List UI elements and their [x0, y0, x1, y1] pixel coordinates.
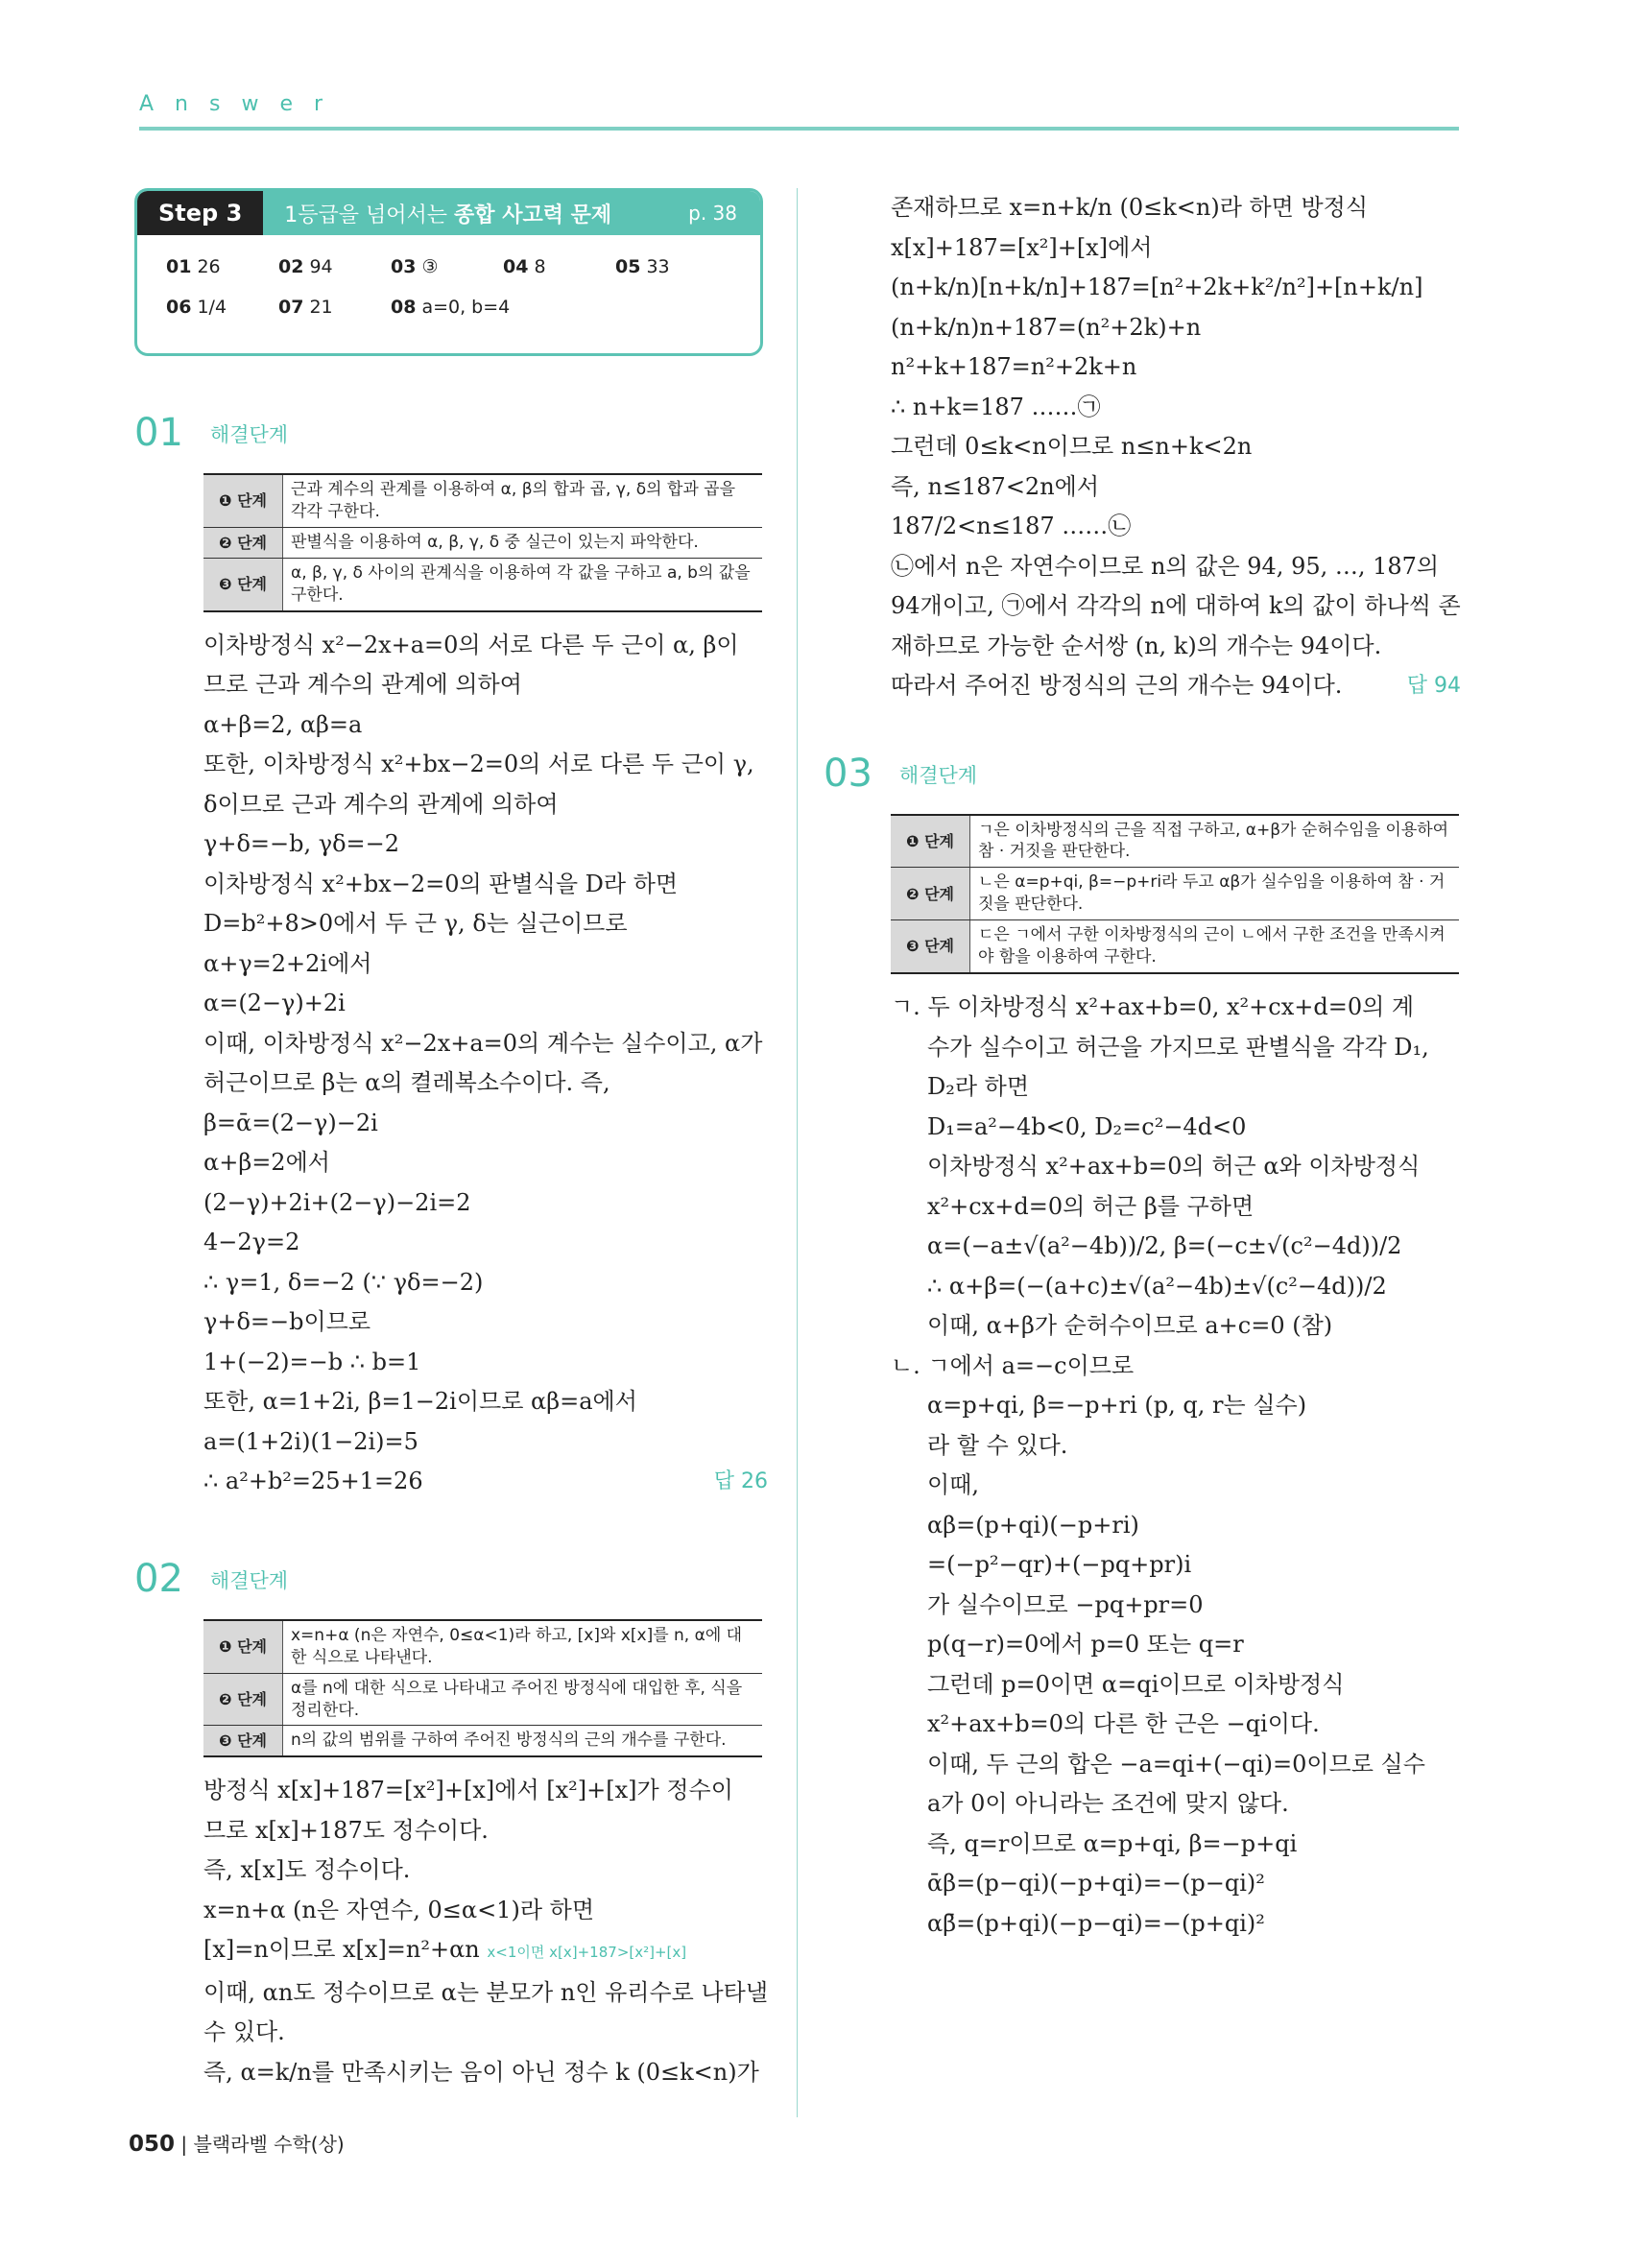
- answer-item: [166, 256, 278, 277]
- solution-line: 가 실수이므로 −pq+pr=0: [927, 1590, 1204, 1618]
- step-text: α, β, γ, δ 사이의 관계식을 이용하여 각 값을 구하고 a, b의 값을 구한다.: [283, 558, 763, 610]
- answer-num: 04: [503, 256, 529, 277]
- answer-num: 07: [278, 297, 304, 318]
- answer-row: [166, 256, 760, 277]
- step3-title-bold: 종합 사고력 문제: [454, 203, 612, 227]
- solution-line: (2−γ)+2i+(2−γ)−2i=2: [203, 1188, 471, 1216]
- solution-line: (n+k/n)n+187=(n²+2k)+n: [891, 313, 1202, 341]
- solution-line: 존재하므로 x=n+k/n (0≤k<n)라 하면 방정식: [891, 194, 1369, 221]
- solution-line: [203, 1930, 768, 1973]
- problem-01-header: [134, 411, 768, 455]
- answer-tag: 답 26: [713, 1469, 768, 1494]
- answer-num: 05: [615, 256, 641, 277]
- solution-line: 이때,: [927, 1471, 979, 1499]
- solution-line: 수 있다.: [203, 2018, 285, 2046]
- solution-line: α=(−a±√(a²−4b))/2, β=(−c±√(c²−4d))/2: [927, 1232, 1402, 1260]
- solution-line: α+γ=2+2i에서: [203, 949, 372, 977]
- answer-num: 01: [166, 256, 192, 277]
- step-row: [891, 815, 1459, 868]
- answer-item: [503, 256, 615, 277]
- footer-separator: |: [180, 2133, 194, 2156]
- step3-tab: Step 3: [137, 191, 263, 235]
- step3-title-plain: 1등급을 넘어서는: [284, 203, 455, 227]
- solution-line: 1+(−2)=−b ∴ b=1: [203, 1348, 421, 1375]
- solution-line: 즉, α=k/n를 만족시키는 음이 아닌 정수 k (0≤k<n)가: [203, 2058, 759, 2086]
- answer-item: [278, 297, 391, 318]
- solution-line: α=(2−γ)+2i: [203, 990, 346, 1017]
- answer-num: 08: [391, 297, 417, 318]
- problem-01-solution: [203, 626, 768, 1502]
- answer-val: 21: [309, 297, 333, 318]
- solution-line: 허근이므로 β는 α의 켤레복소수이다. 즉,: [203, 1069, 610, 1097]
- step-row: [203, 1673, 762, 1726]
- column-divider: [797, 188, 798, 2117]
- step-row: [203, 527, 762, 558]
- solution-line: ∴ γ=1, δ=−2 (∵ γδ=−2): [203, 1268, 484, 1296]
- problem-01-steps-table: [203, 473, 762, 612]
- step-stage: ❶ 단계: [203, 474, 283, 527]
- final-equation: ∴ a²+b²=25+1=26: [203, 1468, 423, 1495]
- solution-line: 또한, α=1+2i, β=1−2i이므로 αβ=a에서: [203, 1388, 637, 1416]
- solution-line: D₁=a²−4b<0, D₂=c²−4d<0: [927, 1112, 1247, 1140]
- step-row: [203, 474, 762, 527]
- step-text: ㄴ은 α=p+qi, β=−p+ri라 두고 αβ가 실수임을 이용하여 참 · 거짓을 판단한다.: [970, 868, 1460, 920]
- answer-val: ③: [421, 256, 439, 277]
- margin-note: x<1이면 x[x]+187>[x²]+[x]: [487, 1944, 687, 1962]
- step-text: 근과 계수의 관계를 이용하여 α, β의 합과 곱, γ, δ의 합과 곱을 각각 구한다.: [283, 474, 763, 527]
- solution-line: 이차방정식 x²+ax+b=0의 허근 α와 이차방정식: [927, 1153, 1421, 1181]
- problem-03-header: [824, 751, 1461, 796]
- answer-val: 94: [309, 256, 333, 277]
- page-number: 050: [129, 2132, 176, 2157]
- answer-val: 26: [197, 256, 221, 277]
- solution-line: 즉, q=r이므로 α=p+qi, β=−p+qi: [927, 1829, 1298, 1857]
- solution-line: 재하므로 가능한 순서쌍 (n, k)의 개수는 94이다.: [891, 632, 1382, 659]
- solution-final-line: [891, 666, 1461, 706]
- solution-line: ᾱβ=(p−qi)(−p+qi)=−(p−qi)²: [927, 1870, 1265, 1898]
- solution-line: 4−2γ=2: [203, 1229, 300, 1256]
- step-text: 판별식을 이용하여 α, β, γ, δ 중 실근이 있는지 파악한다.: [283, 527, 763, 558]
- solution-line: δ이므로 근과 계수의 관계에 의하여: [203, 790, 559, 818]
- solution-line: n²+k+187=n²+2k+n: [891, 353, 1137, 380]
- solution-line: (n+k/n)[n+k/n]+187=[n²+2k+k²/n²]+[n+k/n]: [891, 274, 1423, 300]
- problem-03-steps-table: [891, 814, 1459, 975]
- solution-line: 즉, x[x]도 정수이다.: [203, 1856, 411, 1884]
- solution-line: x[x]+187=[x²]+[x]에서: [891, 233, 1153, 261]
- solution-line: 이때, 이차방정식 x²−2x+a=0의 계수는 실수이고, α가: [203, 1029, 763, 1057]
- answer-row: [166, 297, 760, 318]
- step-text: ㄱ은 이차방정식의 근을 직접 구하고, α+β가 순허수임을 이용하여 참 · 거짓을 판단한다.: [970, 815, 1460, 868]
- step-row: [891, 868, 1459, 920]
- solution-line: α+β=2, αβ=a: [203, 710, 363, 738]
- solution-line: 그런데 0≤k<n이므로 n≤n+k<2n: [891, 433, 1253, 460]
- solution-line: 수가 실수이고 허근을 가지므로 판별식을 각각 D₁,: [927, 1033, 1429, 1061]
- step-row: [203, 1620, 762, 1673]
- problem-03-solution: [891, 988, 1461, 1944]
- book-title: 블랙라벨 수학(상): [193, 2133, 345, 2156]
- step-stage: ❸ 단계: [203, 1726, 283, 1756]
- answer-item: [278, 256, 391, 277]
- page-footer: [129, 2129, 345, 2157]
- solution-steps-label: 해결단계: [209, 423, 289, 446]
- answer-tag: 답 94: [1406, 674, 1461, 698]
- problem-02-solution-cont: [891, 188, 1461, 706]
- step-stage: ❸ 단계: [891, 920, 970, 973]
- solution-line: 이때, 두 근의 합은 −a=qi+(−qi)=0이므로 실수: [927, 1750, 1425, 1778]
- solution-line: αβ̄=(p+qi)(−p−qi)=−(p+qi)²: [927, 1909, 1265, 1937]
- problem-number: 03: [824, 751, 872, 796]
- problem-02-header: [134, 1556, 768, 1601]
- step3-answer-box: [134, 188, 763, 356]
- answer-num: 06: [166, 297, 192, 318]
- section-header-word: Answer: [139, 92, 345, 116]
- solution-line: 187/2<n≤187 ……㉡: [891, 513, 1132, 539]
- step-stage: ❷ 단계: [891, 868, 970, 920]
- solution-line: 이차방정식 x²+bx−2=0의 판별식을 D라 하면: [203, 870, 679, 897]
- solution-line: ∴ α+β=(−(a+c)±√(a²−4b)±√(c²−4d))/2: [927, 1272, 1387, 1300]
- solution-line: α+β=2에서: [203, 1149, 330, 1177]
- header-rule: [139, 127, 1459, 131]
- solution-line: ㄱ. 두 이차방정식 x²+ax+b=0, x²+cx+d=0의 계: [891, 993, 1415, 1021]
- answer-item: [391, 297, 602, 318]
- step-text: x=n+α (n은 자연수, 0≤α<1)라 하고, [x]와 x[x]를 n, α에 대한 식으로 나타낸다.: [283, 1620, 763, 1673]
- solution-line: x²+cx+d=0의 허근 β를 구하면: [927, 1192, 1255, 1220]
- step3-header: [137, 191, 760, 235]
- step-stage: ❶ 단계: [203, 1620, 283, 1673]
- solution-line: ㄴ. ㄱ에서 a=−c이므로: [891, 1351, 1135, 1379]
- step-stage: ❶ 단계: [891, 815, 970, 868]
- answer-val: 33: [646, 256, 670, 277]
- solution-final-line: [203, 1462, 768, 1502]
- solution-line: 이때, αn도 정수이므로 α는 분모가 n인 유리수로 나타낼: [203, 1978, 769, 2006]
- answer-val: 1/4: [197, 297, 227, 318]
- solution-line: x=n+α (n은 자연수, 0≤α<1)라 하면: [203, 1896, 594, 1923]
- step3-page-ref: p. 38: [688, 202, 737, 225]
- answer-num: 03: [391, 256, 417, 277]
- step-stage: ❸ 단계: [203, 558, 283, 610]
- right-column: [824, 188, 1461, 1944]
- answer-item: [166, 297, 278, 318]
- solution-line: γ+δ=−b, γδ=−2: [203, 830, 400, 858]
- left-column: [134, 188, 768, 2092]
- step-row: [891, 920, 1459, 973]
- solution-line: 그런데 p=0이면 α=qi이므로 이차방정식: [927, 1670, 1345, 1698]
- solution-line: 라 할 수 있다.: [927, 1431, 1068, 1459]
- problem-02-solution: [203, 1771, 768, 2092]
- solution-line: β=ᾱ=(2−γ)−2i: [203, 1109, 378, 1136]
- solution-line: γ+δ=−b이므로: [203, 1308, 371, 1336]
- solution-steps-label: 해결단계: [898, 763, 978, 787]
- answer-val: 8: [534, 256, 546, 277]
- solution-line: p(q−r)=0에서 p=0 또는 q=r: [927, 1631, 1244, 1659]
- solution-line: αβ=(p+qi)(−p+ri): [927, 1511, 1139, 1539]
- solution-line: 즉, n≤187<2n에서: [891, 472, 1100, 500]
- solution-line: D=b²+8>0에서 두 근 γ, δ는 실근이므로: [203, 910, 628, 938]
- step-text: n의 값의 범위를 구하여 주어진 방정식의 근의 개수를 구한다.: [283, 1726, 763, 1756]
- solution-line: 또한, 이차방정식 x²+bx−2=0의 서로 다른 두 근이 γ,: [203, 751, 754, 778]
- solution-line: 이때, α+β가 순허수이므로 a+c=0 (참): [927, 1312, 1333, 1340]
- answer-num: 02: [278, 256, 304, 277]
- step-text: α를 n에 대한 식으로 나타내고 주어진 방정식에 대입한 후, 식을 정리한다.: [283, 1673, 763, 1726]
- solution-line: ㉡에서 n은 자연수이므로 n의 값은 94, 95, …, 187의: [891, 552, 1440, 580]
- answer-val: a=0, b=4: [421, 297, 511, 318]
- solution-steps-label: 해결단계: [209, 1568, 289, 1592]
- solution-line: 방정식 x[x]+187=[x²]+[x]에서 [x²]+[x]가 정수이: [203, 1777, 733, 1804]
- answer-item: [391, 256, 503, 277]
- final-equation: 따라서 주어진 방정식의 근의 개수는 94이다.: [891, 672, 1343, 699]
- answer-item: [615, 256, 728, 277]
- step-stage: ❷ 단계: [203, 527, 283, 558]
- solution-line: D₂라 하면: [927, 1073, 1030, 1101]
- solution-line: ∴ n+k=187 ……㉠: [891, 393, 1101, 420]
- solution-line: α=p+qi, β=−p+ri (p, q, r는 실수): [927, 1392, 1307, 1420]
- solution-text: [x]=n이므로 x[x]=n²+αn: [203, 1936, 480, 1964]
- problem-02-steps-table: [203, 1619, 762, 1758]
- solution-line: =(−p²−qr)+(−pq+pr)i: [927, 1551, 1192, 1579]
- step-row: [203, 558, 762, 610]
- step-row: [203, 1726, 762, 1756]
- problem-number: 02: [134, 1556, 183, 1601]
- problem-number: 01: [134, 411, 183, 455]
- solution-line: 므로 x[x]+187도 정수이다.: [203, 1816, 489, 1844]
- step-stage: ❷ 단계: [203, 1673, 283, 1726]
- step3-title: [284, 199, 688, 228]
- solution-line: 므로 근과 계수의 관계에 의하여: [203, 671, 522, 699]
- solution-line: a=(1+2i)(1−2i)=5: [203, 1427, 418, 1455]
- solution-line: a가 0이 아니라는 조건에 맞지 않다.: [927, 1790, 1289, 1818]
- step-text: ㄷ은 ㄱ에서 구한 이차방정식의 근이 ㄴ에서 구한 조건을 만족시켜야 함을 이용하여 구한다.: [970, 920, 1460, 973]
- solution-line: 94개이고, ㉠에서 각각의 n에 대하여 k의 값이 하나씩 존: [891, 592, 1461, 619]
- solution-line: 이차방정식 x²−2x+a=0의 서로 다른 두 근이 α, β이: [203, 631, 739, 658]
- solution-line: x²+ax+b=0의 다른 한 근은 −qi이다.: [927, 1710, 1320, 1738]
